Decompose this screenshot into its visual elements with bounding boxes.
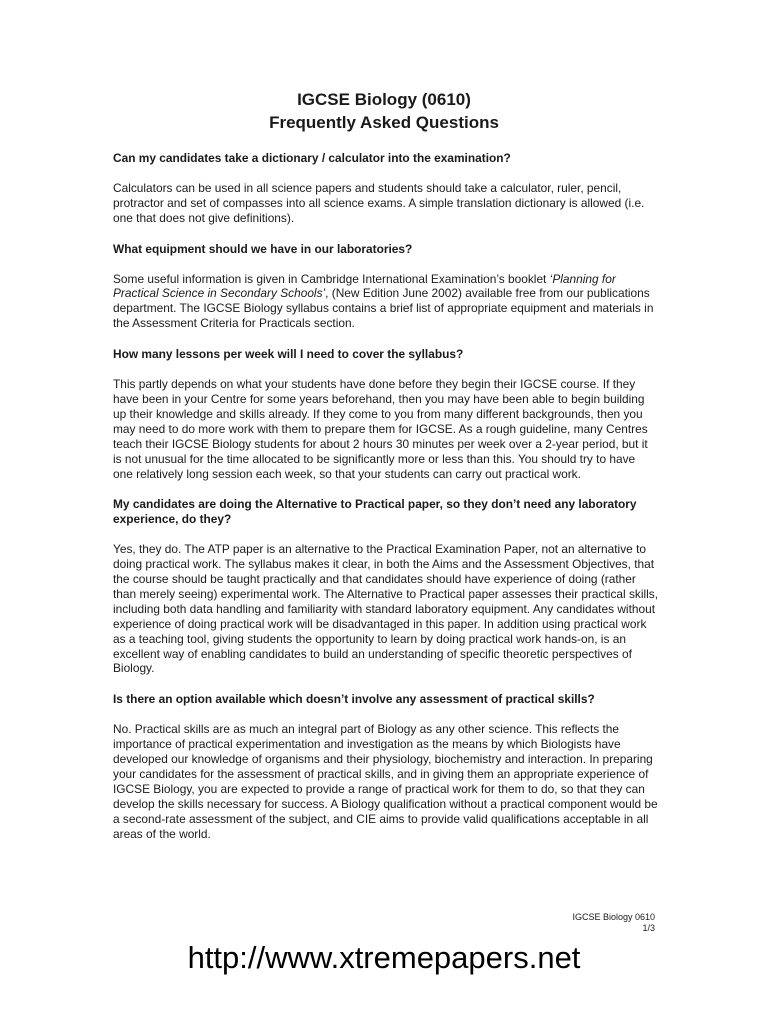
faq-question-2: What equipment should we have in our laboratories? xyxy=(113,241,413,256)
doc-title: IGCSE Biology (0610) xyxy=(297,90,471,109)
faq-question-5: Is there an option available which doesn’t involve any assessment of practical skills? xyxy=(113,692,595,707)
faq-answer-2 xyxy=(113,272,658,332)
doc-subtitle: Frequently Asked Questions xyxy=(269,113,499,132)
faq-content xyxy=(113,151,658,858)
faq-answer-4: Yes, they do. The ATP paper is an alternative to the Practical Examination Paper, not an alternative to doing practical work. The syllabus makes it clear, in both the Aims and the Assessment Objectives, that the course should be taught practically and that candidates should have experience of doing (rather than merely seeing) experimental work. The Alternative to Practical paper assesses their practical skills, including both data handling and familiarity with standard laboratory equipment. Any candidates without experience of doing practical work will be disadvantaged in this paper. In addition using practical work as a teaching tool, giving students the opportunity to learn by doing practical work hands-on, is an excellent way of enabling candidates to build an understanding of specific theoretic perspectives of Biology. xyxy=(113,542,659,676)
page-number: 1/3 xyxy=(642,923,655,933)
booklet-title: ‘Planning for Practical Science in Secondary Schools’ xyxy=(113,271,616,301)
watermark-url[interactable]: http://www.xtremepapers.net xyxy=(187,940,581,975)
answer-2-text-pre: Some useful information is given in Cambridge International Examination’s booklet xyxy=(113,271,550,286)
faq-question-4: My candidates are doing the Alternative to Practical paper, so they don’t need any laboratory experience, do they? xyxy=(113,497,637,527)
footer-document-reference: IGCSE Biology 0610 xyxy=(572,912,655,922)
faq-answer-1: Calculators can be used in all science papers and students should take a calculator, ruler, pencil, protractor and set of compasses into all science exams. A simple translation dictionary is allowed (i.e. one that does not give definitions). xyxy=(113,180,645,225)
faq-answer-5: No. Practical skills are as much an integral part of Biology as any other science. This reflects the importance of practical experimentation and investigation as the means by which Biologists have developed our knowledge of organisms and their physiology, biochemistry and interaction. In preparing your candidates for the assessment of practical skills, and in giving them an appropriate experience of IGCSE Biology, you are expected to provide a range of practical work for them to do, so that they can develop the skills necessary for success. A Biology qualification without a practical component would be a second-rate assessment of the subject, and CIE aims to provide valid qualifications acceptable in all areas of the world. xyxy=(113,722,658,841)
faq-question-1: Can my candidates take a dictionary / calculator into the examination? xyxy=(113,151,511,165)
page-footer xyxy=(572,912,655,934)
faq-answer-3: This partly depends on what your students have done before they begin their IGCSE course. If they have been in your Centre for some years beforehand, then you may have been able to begin building up their knowledge and skills already. If they come to you from many different backgrounds, then you may need to do more work with them to prepare them for IGCSE. As a rough guideline, many Centres teach their IGCSE Biology students for about 2 hours 30 minutes per week over a 2-year period, but it is not unusual for the time allocated to be significantly more or less than this. You should try to have one relatively long session each week, so that your students can carry out practical work. xyxy=(113,377,648,481)
answer-2-text-post: , (New Edition June 2002) available free from our publications department. The IGCSE Biology syllabus contains a brief list of appropriate equipment and materials in the Assessment Criteria for Practicals section. xyxy=(113,286,654,331)
faq-question-3: How many lessons per week will I need to cover the syllabus? xyxy=(113,347,464,362)
